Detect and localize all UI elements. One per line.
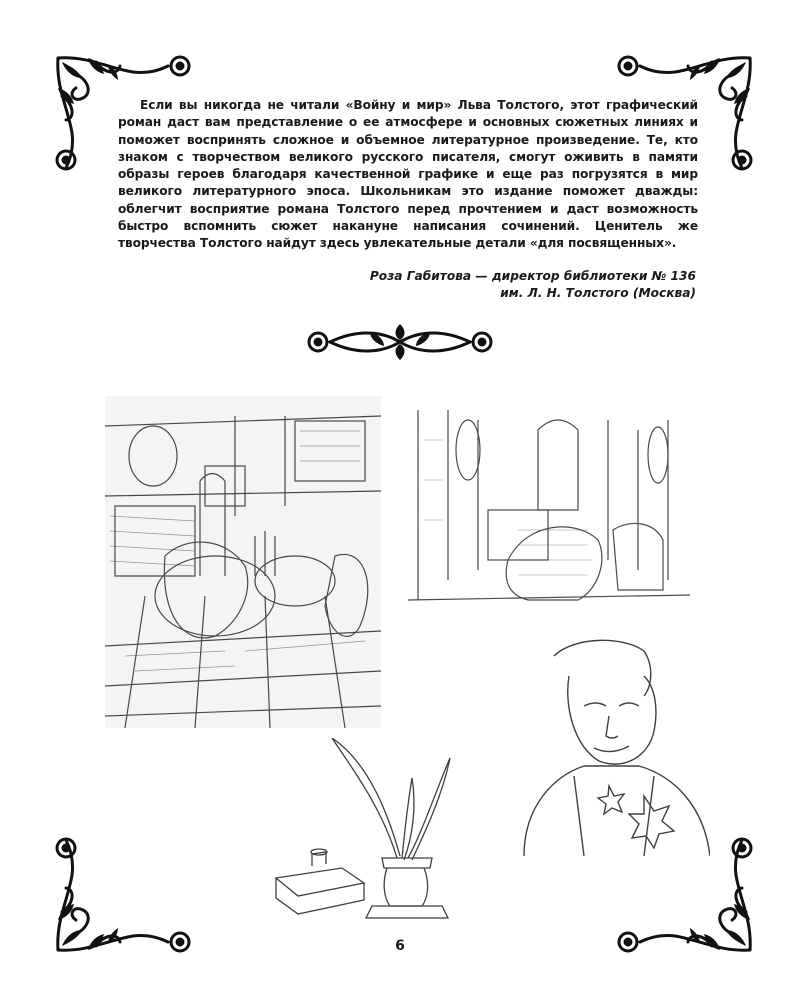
signature-library: им. Л. Н. Толстого (Москва) bbox=[500, 286, 696, 300]
sketch-general-portrait-image bbox=[514, 636, 710, 856]
flourish-divider-icon bbox=[300, 318, 500, 364]
divider-ornament bbox=[300, 318, 500, 364]
sketch-inkwell-image bbox=[272, 738, 468, 924]
page-number: 6 bbox=[395, 938, 405, 954]
sketch-drawing-room-image bbox=[105, 396, 381, 728]
sketch-hall-image bbox=[408, 400, 690, 608]
signature bbox=[276, 268, 696, 302]
signature-author: Роза Габитова — директор библиотеки № 136 bbox=[369, 269, 696, 283]
intro-paragraph: Если вы никогда не читали «Войну и мир» Льва Толстого, этот графический роман даст вам представление о ее атмосфере и основных сюжетных линиях и поможет воспринять сложное и объемное литературное произведение. Те, кто знаком с творчеством великого русского писателя, смогут оживить в памяти образы героев благодаря качественной графике и еще раз погрузятся в мир великого литературного эпоса. Школьникам это издание поможет дважды: облегчит восприятие романа Толстого перед прочтением и даст возможность быстро вспомнить сюжет накануне написания сочинений. Ценитель же творчества Толстого найдут здесь увлекательные детали «для посвященных». bbox=[118, 98, 698, 251]
